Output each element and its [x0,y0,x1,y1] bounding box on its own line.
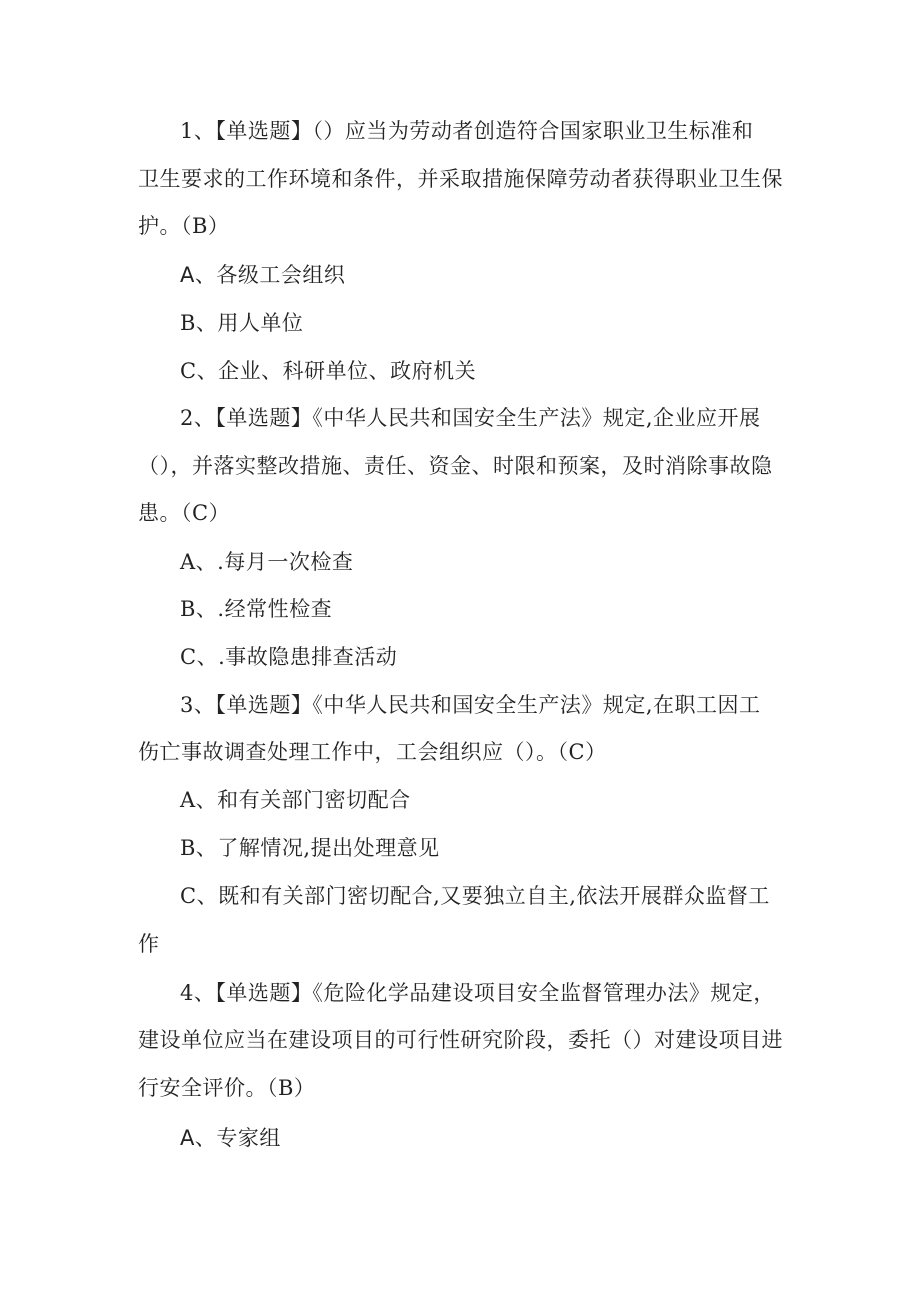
question-2-option-b: B、.经常性检查 [180,597,333,621]
question-3-option-a: A、和有关部门密切配合 [180,788,411,812]
question-2-line-1: 2、【单选题】《中华人民共和国安全生产法》规定,企业应开展 [180,406,761,430]
question-1-line-3: 护。（B） [138,214,230,238]
question-4-line-3: 行安全评价。（B） [138,1076,316,1100]
question-2-line-2: （），并落实整改措施、责任、资金、时限和预案，及时消除事故隐 [138,454,773,478]
question-1-option-b: B、用人单位 [180,311,304,335]
question-3-line-2: 伤亡事故调查处理工作中，工会组织应（）。（C） [138,740,607,764]
question-1-option-c: C、企业、科研单位、政府机关 [180,359,477,383]
question-3-option-c-continued: 作 [138,932,160,956]
question-2-line-3: 患。（C） [138,501,231,525]
question-4-line-1: 4、【单选题】《危险化学品建设项目安全监督管理办法》规定， [180,981,775,1005]
question-3-option-b: B、了解情况,提出处理意见 [180,836,440,860]
question-1-line-2: 卫生要求的工作环境和条件，并采取措施保障劳动者获得职业卫生保 [138,167,783,191]
question-3-option-c: C、既和有关部门密切配合,又要独立自主,依法开展群众监督工 [180,884,770,908]
question-1-option-a: A、各级工会组织 [180,263,346,287]
question-4-option-a: A、专家组 [180,1126,281,1150]
question-2-option-a: A、.每月一次检查 [180,550,354,574]
question-1-line-1: 1、【单选题】（）应当为劳动者创造符合国家职业卫生标准和 [180,119,754,143]
question-4-line-2: 建设单位应当在建设项目的可行性研究阶段，委托（）对建设项目进 [138,1028,783,1052]
question-2-option-c: C、.事故隐患排查活动 [180,645,398,669]
question-3-line-1: 3、【单选题】《中华人民共和国安全生产法》规定,在职工因工 [180,693,761,717]
